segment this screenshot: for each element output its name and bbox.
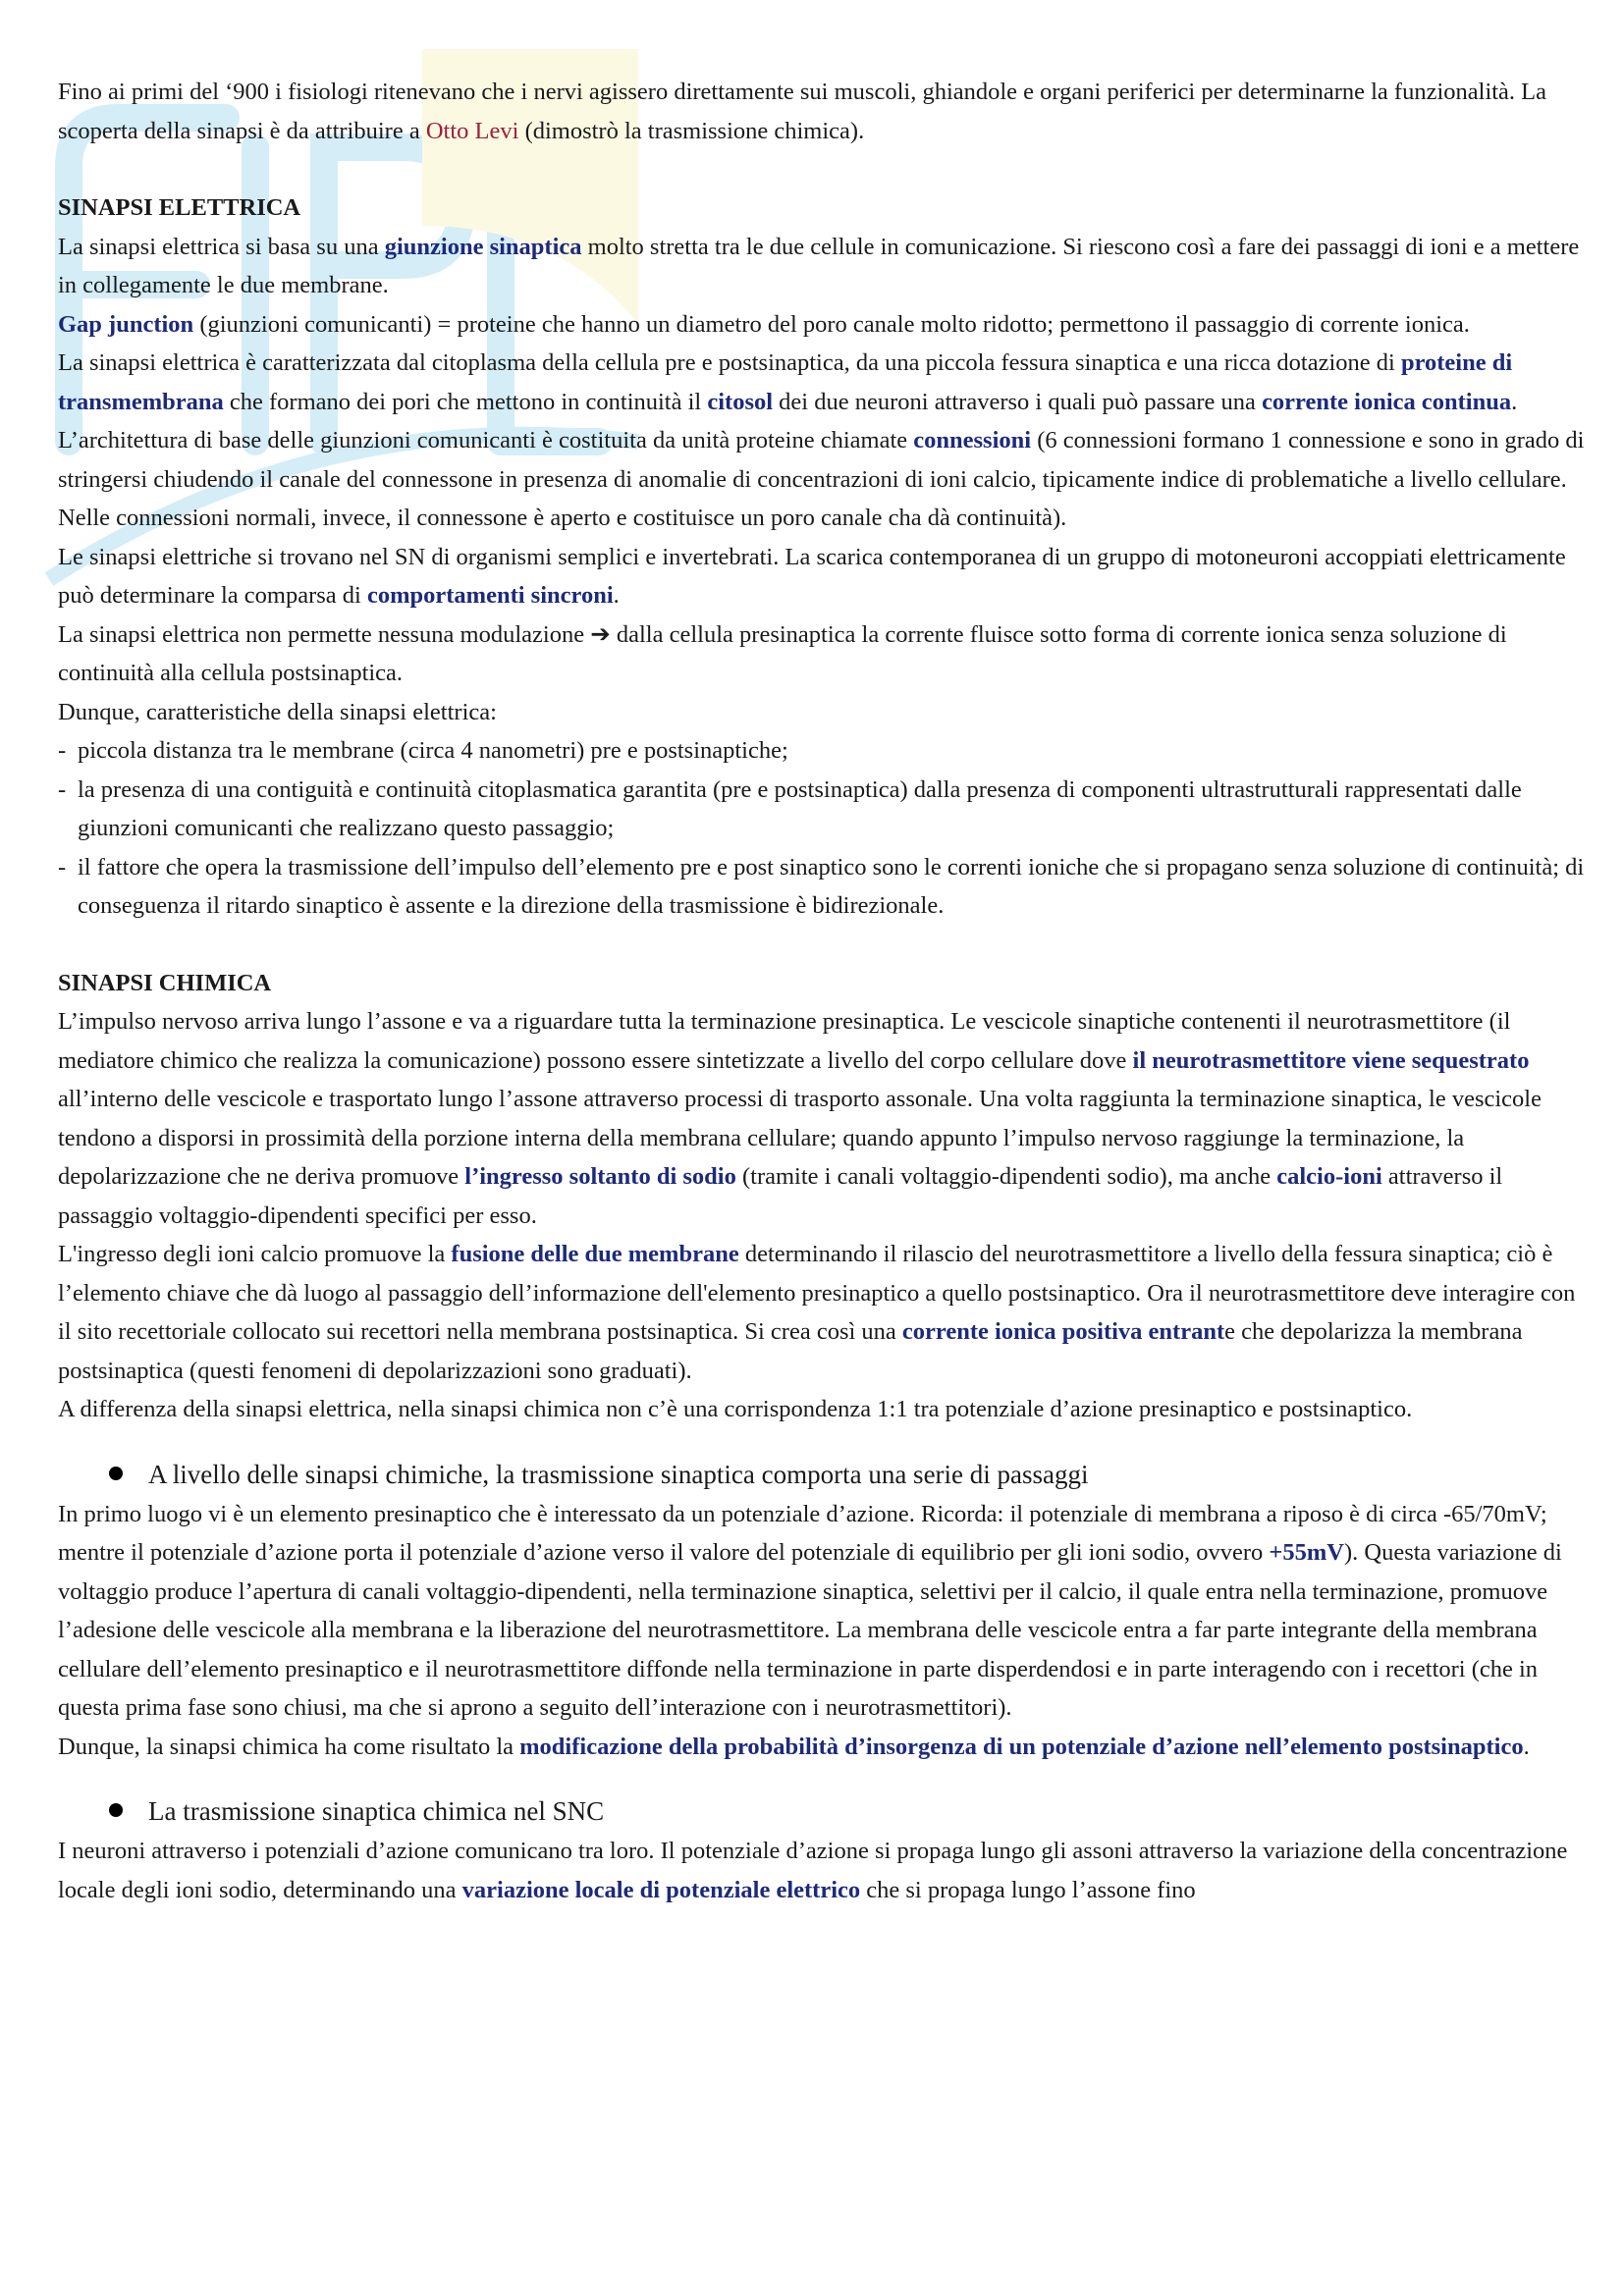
otto-levi-link: Otto Levi (425, 117, 519, 144)
paragraph: Dunque, la sinapsi chimica ha come risultato la modificazione della probabilità d’insorgenza di un potenziale d’azione nell’elemento postsinaptico. (58, 1733, 1530, 1760)
arrow-right-icon: ➔ (590, 620, 611, 648)
paragraph: L'ingresso degli ioni calcio promuove la fusione delle due membrane determinando il rilascio del neurotrasmettitore a livello della fessura sinaptica; ciò è l’elemento chiave che dà luogo al passaggio dell’informazione dell'elemento presinaptico a quello postsinaptico. Ora il neurotrasmettitore deve interagire con il sito recettoriale collocato sui recettori nella membrana postsinaptica. Si crea così una corrente ionica positiva entrante che depolarizza la membrana postsinaptica (questi fenomeni di depolarizzazioni sono graduati). (58, 1241, 1576, 1384)
paragraph: Gap junction (giunzioni comunicanti) = proteine che hanno un diametro del poro canale molto ridotto; permettono il passaggio di corrente ionica. (58, 310, 1470, 338)
list-item: - il fattore che opera la trasmissione dell’impulso dell’elemento pre e post sinaptico sono le correnti ioniche che si propagano senza soluzione di continuità; di conseguenza il ritardo sinaptico è assente e la direzione della trasmissione è bidirezionale. (58, 853, 1585, 919)
paragraph: Dunque, caratteristiche della sinapsi elettrica: (58, 698, 497, 725)
paragraph: Le sinapsi elettriche si trovano nel SN di organismi semplici e invertebrati. La scarica contemporanea di un gruppo di motoneuroni accoppiati elettricamente può determinare la comparsa di comportamenti sincroni. (58, 543, 1566, 609)
paragraph: La sinapsi elettrica non permette nessuna modulazione ➔ dalla cellula presinaptica la corrente fluisce sotto forma di corrente ionica senza soluzione di continuità alla cellula postsinaptica. (58, 620, 1507, 686)
paragraph: In primo luogo vi è un elemento presinaptico che è interessato da un potenziale d’azione. Ricorda: il potenziale di membrana a riposo è di circa -65/70mV; mentre il potenziale d’azione porta il potenziale d’azione verso il valore del potenziale di equilibrio per gli ioni sodio, ovvero +55mV). Questa variazione di voltaggio produce l’apertura di canali voltaggio-dipendenti, nella terminazione sinaptica, selettivi per il calcio, il quale entra nella terminazione, promuove l’adesione delle vescicole alla membrana e la liberazione del neurotrasmettitore. La membrana delle vescicole entra a far parte integrante della membrana cellulare dell’elemento presinaptico e il neurotrasmettitore diffonde nella terminazione in parte disperdendosi e in parte interagendo con i recettori (che in questa prima fase sono chiusi, ma che si aprono a seguito dell’interazione con i neurotrasmettitori). (58, 1500, 1562, 1721)
list-item: - la presenza di una contiguità e continuità citoplasmatica garantita (pre e postsinaptica) dalla presenza di componenti ultrastrutturali rappresentati dalle giunzioni comunicanti che realizzano questo passaggio; (58, 775, 1522, 841)
paragraph: L’impulso nervoso arriva lungo l’assone e va a riguardare tutta la terminazione presinaptica. Le vescicole sinaptiche contenenti il neurotrasmettitore (il mediatore chimico che realizza la comunicazione) possono essere sintetizzate a livello del corpo cellulare dove il neurotrasmettitore viene sequestrato all’interno delle vescicole e trasportato lungo l’assone attraverso processi di trasporto assonale. Una volta raggiunta la terminazione sinaptica, le vescicole tendono a disporsi in prossimità della porzione interna della membrana cellulare; quando appunto l’impulso nervoso raggiunge la terminazione, la depolarizzazione che ne deriva promuove l’ingresso soltanto di sodio (tramite i canali voltaggio-dipendenti sodio), ma anche calcio-ioni attraverso il passaggio voltaggio-dipendenti specifici per esso. (58, 1008, 1542, 1229)
document-body (58, 73, 1590, 1909)
paragraph: La sinapsi elettrica si basa su una giunzione sinaptica molto stretta tra le due cellule in comunicazione. Si riescono così a fare dei passaggi di ioni e a mettere in collegamente le due membrane. (58, 233, 1580, 298)
bullet-heading: La trasmissione sinaptica chimica nel SNC (58, 1791, 1590, 1832)
section-title-sinapsi-elettrica: SINAPSI ELETTRICA (58, 194, 301, 221)
paragraph: La sinapsi elettrica è caratterizzata dal citoplasma della cellula pre e postsinaptica, da una piccola fessura sinaptica e una ricca dotazione di proteine di transmembrana che formano dei pori che mettono in continuità il citosol dei due neuroni attraverso i quali può passare una corrente ionica continua. L’architettura di base delle giunzioni comunicanti è costituita da unità proteine chiamate connessioni (6 connessioni formano 1 connessione e sono in grado di stringersi chiudendo il canale del connessone in presenza di anomalie di concentrazioni di ioni calcio, tipicamente indice di problematiche a livello cellulare. Nelle connessioni normali, invece, il connessone è aperto e costituisce un poro canale cha dà continuità). (58, 349, 1585, 531)
paragraph: A differenza della sinapsi elettrica, nella sinapsi chimica non c’è una corrispondenza 1:1 tra potenziale d’azione presinaptico e postsinaptico. (58, 1396, 1413, 1422)
section-title-sinapsi-chimica: SINAPSI CHIMICA (58, 969, 272, 996)
bullet-icon (109, 1803, 123, 1817)
bullet-icon (109, 1467, 123, 1480)
bullet-heading: A livello delle sinapsi chimiche, la trasmissione sinaptica comporta una serie di passaggi (58, 1455, 1590, 1495)
list-item: - piccola distanza tra le membrane (circa 4 nanometri) pre e postsinaptiche; (58, 737, 788, 764)
paragraph: I neuroni attraverso i potenziali d’azione comunicano tra loro. Il potenziale d’azione si propaga lungo gli assoni attraverso la variazione della concentrazione locale degli ioni sodio, determinando una variazione locale di potenziale elettrico che si propaga lungo l’assone fino (58, 1838, 1568, 1903)
intro-paragraph: Fino ai primi del ‘900 i fisiologi ritenevano che i nervi agissero direttamente sui muscoli, ghiandole e organi periferici per determinarne la funzionalità. La scoperta della sinapsi è da attribuire a Otto Levi (dimostrò la trasmissione chimica). (58, 79, 1547, 144)
